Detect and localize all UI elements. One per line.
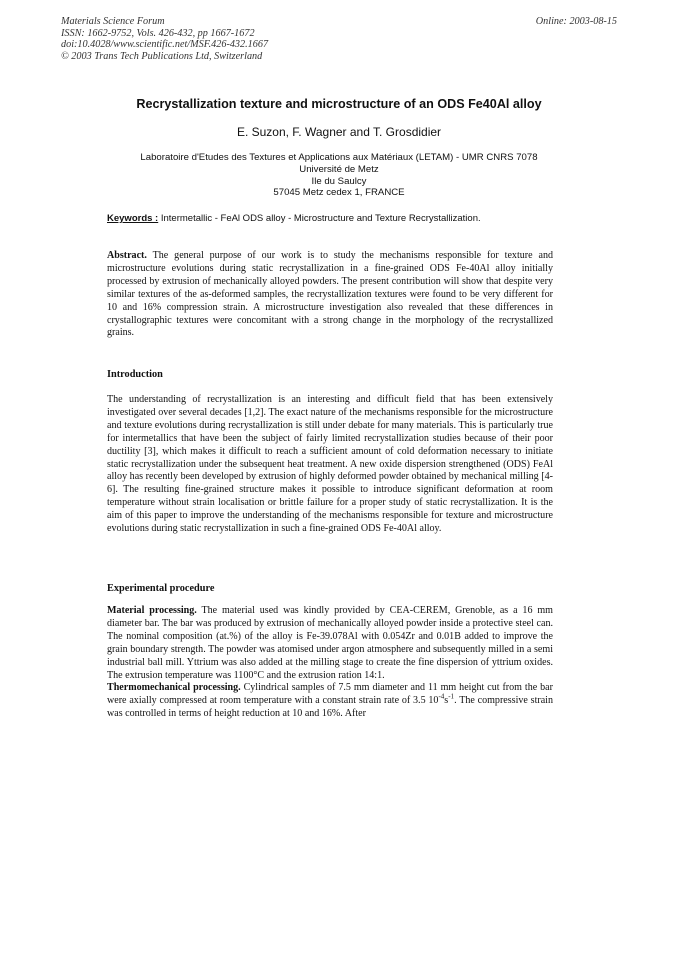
strain-rate-exponent: -4 (438, 693, 445, 701)
affiliation (0, 152, 678, 199)
online-date: Online: 2003-08-15 (535, 16, 617, 27)
affiliation-lab: Laboratoire d'Etudes des Textures et Applications aux Matériaux (LETAM) - UMR CNRS 7078 (140, 152, 538, 163)
doi-line[interactable]: doi:10.4028/www.scientific.net/MSF.426-432.1667 (61, 39, 269, 51)
strain-rate-unit: s (444, 695, 449, 707)
material-processing-label: Material processing. (107, 605, 197, 616)
affiliation-address: 57045 Metz cedex 1, FRANCE (273, 187, 405, 199)
author-list: E. Suzon, F. Wagner and T. Grosdidier (236, 125, 442, 139)
affiliation-university: Université de Metz (299, 163, 379, 175)
affiliation-campus: Ile du Saulcy (311, 175, 367, 187)
thermomechanical-text: Cylindrical samples of 7.5 mm diameter and 11 mm height cut from the bar were axially compressed at room temperature with a constant strain rate of 3.5 10 (107, 682, 553, 707)
introduction-section (107, 394, 553, 536)
paper-title: Recrystallization texture and microstructure of an ODS Fe40Al alloy (136, 97, 542, 111)
copyright-line: © 2003 Trans Tech Publications Ltd, Switzerland (61, 50, 263, 62)
strain-rate-unit-exponent: -1 (448, 693, 455, 701)
keywords-text: Intermetallic - FeAl ODS alloy - Microstructure and Texture Recrystallization. (158, 213, 481, 224)
keywords-line (107, 213, 481, 224)
experimental-section (107, 605, 553, 721)
keywords-label: Keywords : (107, 213, 159, 224)
issn-line: ISSN: 1662-9752, Vols. 426-432, pp 1667-1672 (61, 27, 255, 39)
abstract-section (107, 250, 553, 340)
journal-header (61, 16, 268, 62)
experimental-heading: Experimental procedure (107, 583, 215, 594)
thermomechanical-text-end: . The compressive strain was controlled in terms of height reduction at 10 and 16%. After (107, 695, 553, 720)
journal-name: Materials Science Forum (61, 16, 165, 27)
material-processing-text: The material used was kindly provided by CEA-CEREM, Grenoble, as a 16 mm diameter bar. The bar was produced by extrusion of mechanically alloyed powder inside a protective steel can. The nominal composition (at.%) of the alloy is Fe-39.078Al with 0.054Zr and 0.01B added to improve the grain boundary strength. The powder was atomised under argon atmosphere and subsequently milled in a semi industrial ball mill. Yttrium was also added at the milling stage to create the fine dispersion of yttrium oxides. The extrusion temperature was 1100°C and the extrusion ration 14:1. (107, 605, 553, 681)
thermomechanical-label: Thermomechanical processing. (107, 682, 241, 694)
introduction-text: The understanding of recrystallization is an interesting and difficult field that has been extensively investigated over several decades [1,2]. The exact nature of the mechanisms responsible for the microstructure and texture evolutions during recrystallization is still under debate for many materials. This is particularly true for intermetallics that have been the subject of fairly limited recrystallization studies because of their poor ductility [3], which makes it difficult to reach a sufficient amount of cold deformation necessary to initiate static recrystallization under the subsequent heat treatment. A new oxide dispersion strengthened (ODS) FeAl alloy has recently been developed by extrusion of highly deformed powder obtained by mechanical milling [4-6]. The resulting fine-grained structure makes it possible to introduce significant deformation at room temperature without strain localisation or brittle failure for a proper study of static recrystallization. It is the aim of this paper to improve the understanding of the mechanisms responsible for texture and microstructure evolutions during static recrystallization in such a fine-grained ODS Fe-40Al alloy. (107, 394, 553, 535)
abstract-text: The general purpose of our work is to study the mechanisms responsible for texture and microstructure evolutions during static recrystallization in a fine-grained ODS Fe-40Al alloy initially processed by extrusion of mechanically alloyed powders. The present contribution will show that despite very similar textures of the as-deformed samples, the recrystallization textures were found to be very different for 10 and 16% compression strain. A microstructure investigation also revealed that these differences in crystallographic textures were concomitant with a strong change in the morphology of the recrystallized grains. (107, 250, 553, 339)
introduction-heading: Introduction (107, 369, 163, 380)
abstract-label: Abstract. (107, 250, 147, 261)
